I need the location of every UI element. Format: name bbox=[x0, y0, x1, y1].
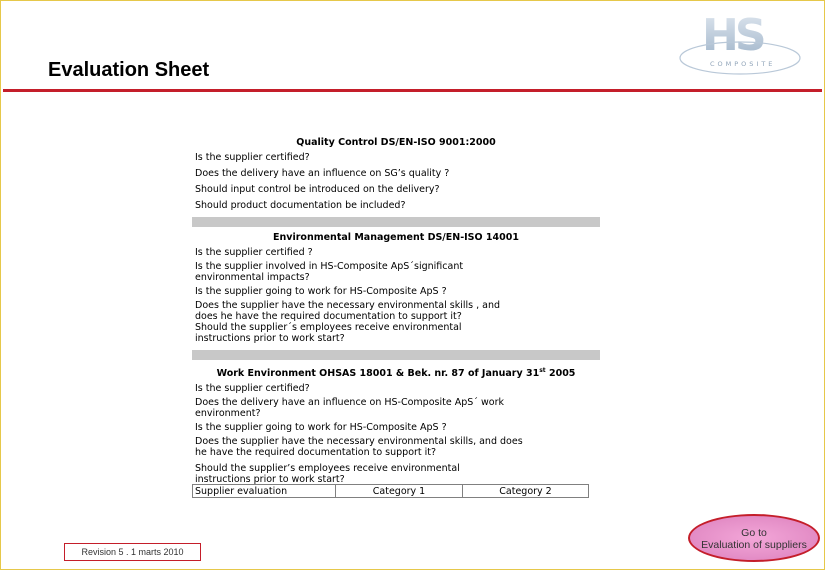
section-separator bbox=[192, 350, 600, 360]
question-item: Is the supplier involved in HS-Composite ApS´significant environmental impacts? bbox=[195, 261, 464, 283]
section-title-quality: Quality Control DS/EN-ISO 9001:2000 bbox=[296, 137, 496, 148]
section-title-work-environment: Work Environment OHSAS 18001 & Bek. nr. 87 of January 31st 2005 bbox=[216, 367, 576, 380]
question-item: Should product documentation be included? bbox=[195, 200, 406, 211]
hs-composite-logo bbox=[676, 10, 804, 80]
revision-label: Revision 5 . 1 marts 2010 bbox=[64, 543, 201, 561]
logo-subtitle: COMPOSITE bbox=[710, 60, 776, 68]
question-item: Does the delivery have an influence on HS-Composite ApS´ work environment? bbox=[195, 397, 505, 420]
category-2-cell: Category 2 bbox=[463, 485, 589, 498]
question-item: Is the supplier going to work for HS-Composite ApS ? bbox=[195, 286, 447, 297]
question-item: Should the supplier´s employees receive environmental instructions prior to work start? bbox=[195, 322, 462, 344]
evaluation-label: Supplier evaluation bbox=[193, 485, 336, 498]
section-title-environmental: Environmental Management DS/EN-ISO 14001 bbox=[273, 232, 519, 243]
goto-line-1: Go to bbox=[741, 527, 767, 539]
category-1-cell: Category 1 bbox=[336, 485, 463, 498]
question-item: Is the supplier certified ? bbox=[195, 247, 313, 258]
logo-letters: HS bbox=[702, 10, 763, 61]
table-row bbox=[193, 485, 589, 498]
question-item: Does the delivery have an influence on SG’s quality ? bbox=[195, 168, 450, 179]
question-item: Is the supplier certified? bbox=[195, 383, 310, 395]
evaluation-sheet bbox=[192, 136, 600, 485]
go-to-evaluation-button[interactable] bbox=[688, 514, 820, 562]
question-item: Should input control be introduced on the delivery? bbox=[195, 184, 440, 195]
question-item: Does the supplier have the necessary environmental skills , and does he have the required documentation to support it? bbox=[195, 300, 501, 322]
goto-line-2: Evaluation of suppliers bbox=[701, 539, 807, 551]
section-separator bbox=[192, 217, 600, 227]
question-item: Does the supplier have the necessary environmental skills, and does he have the required documentation to support it? bbox=[195, 436, 523, 459]
page-title: Evaluation Sheet bbox=[48, 59, 210, 81]
question-item: Is the supplier going to work for HS-Composite ApS ? bbox=[195, 422, 447, 434]
question-item: Should the supplier’s employees receive environmental instructions prior to work start? bbox=[195, 463, 460, 486]
supplier-evaluation-table bbox=[192, 484, 589, 498]
question-item: Is the supplier certified? bbox=[195, 152, 310, 163]
header-divider bbox=[3, 89, 822, 92]
